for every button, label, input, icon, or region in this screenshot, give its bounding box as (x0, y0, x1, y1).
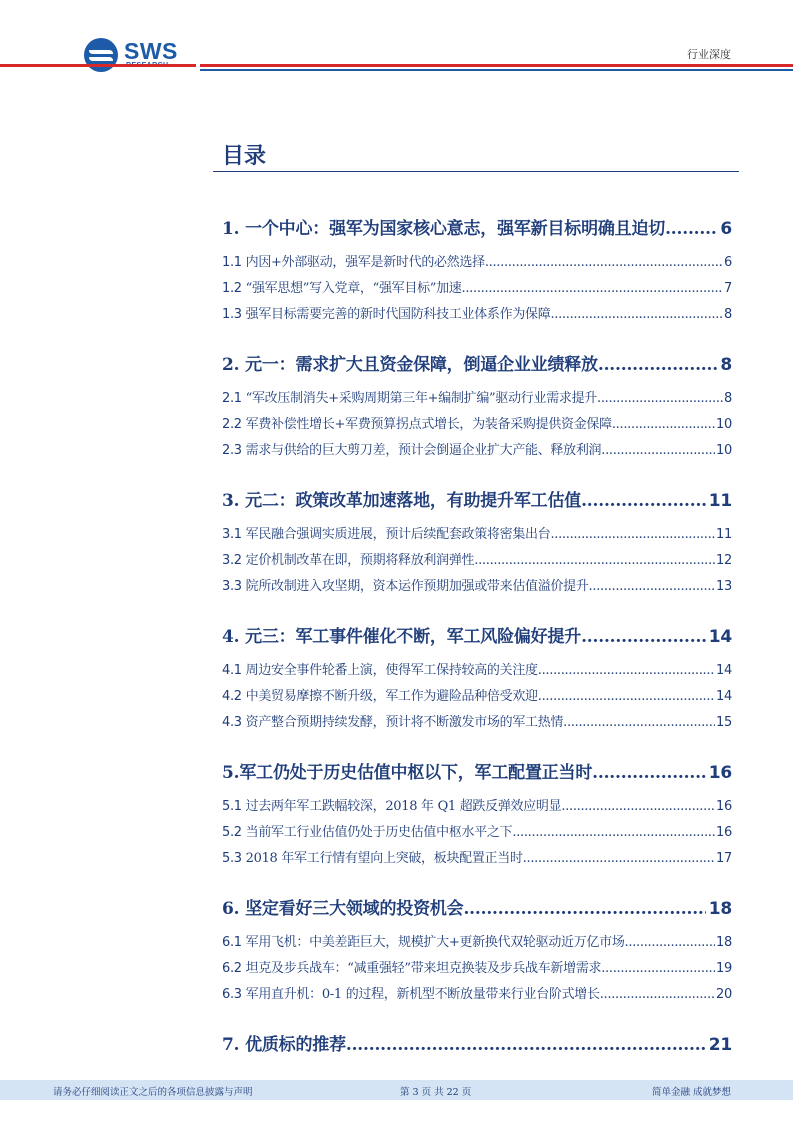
toc-subsection-title (222, 253, 485, 273)
toc-subsection-label: 2018 年军工行情有望向上突破，板块配置正当时 (245, 851, 523, 866)
report-type-tag: 行业深度 (687, 48, 731, 61)
toc-subsection-link[interactable] (222, 933, 732, 959)
toc-title-rule (213, 171, 739, 172)
toc-subsection-number: 4.1 (222, 663, 242, 678)
toc-subsection-page: 19 (716, 961, 732, 976)
toc-chapter-title: 1. 一个中心：强军为国家核心意志，强军新目标明确且迫切 (222, 219, 666, 239)
toc-chapter-title: 6. 坚定看好三大领域的投资机会 (222, 899, 464, 919)
toc-subsection-number: 3.1 (222, 527, 242, 542)
toc-chapter-title: 4. 元三：军工事件催化不断，军工风险偏好提升 (222, 627, 582, 647)
footer-page-info: 第 3 页 共 22 页 (400, 1087, 472, 1098)
toc-subsection-label: 军用直升机：0-1 的过程，新机型不断放量带来行业台阶式增长 (245, 987, 600, 1002)
toc-subsection-link[interactable] (222, 713, 732, 739)
toc-subsection-link[interactable] (222, 661, 732, 687)
toc-subsection-page: 8 (724, 307, 732, 322)
toc-subsection-page: 11 (716, 527, 732, 542)
toc-subsection-page: 13 (716, 579, 732, 594)
toc-subsection-number: 4.3 (222, 715, 242, 730)
toc-leader (538, 687, 715, 707)
toc-chapter-page: 14 (708, 627, 732, 647)
toc-subsection-title (222, 551, 474, 571)
toc-subsection-link[interactable] (222, 305, 732, 331)
toc-leader (665, 216, 717, 242)
toc-subsection-page: 12 (716, 553, 732, 568)
toc-subsection-label: “强军思想”写入党章，“强军目标”加速 (245, 281, 462, 296)
toc-leader (600, 985, 715, 1005)
toc-subsection-title (222, 305, 550, 325)
toc-subsection-title (222, 389, 597, 409)
toc-subsection-link[interactable] (222, 253, 732, 279)
toc-leader (612, 415, 715, 435)
toc-subsection-label: 过去两年军工跌幅较深，2018 年 Q1 超跌反弹效应明显 (245, 799, 562, 814)
toc-subsection-number: 3.3 (222, 579, 242, 594)
toc-subsection-title (222, 661, 538, 681)
toc-subsection-link[interactable] (222, 849, 732, 875)
toc-leader (550, 305, 723, 325)
toc-subsection-number: 2.3 (222, 443, 242, 458)
toc-subsection-title (222, 687, 538, 707)
toc-subsection-label: 定价机制改革在即，预期将释放利润弹性 (245, 553, 475, 568)
table-of-contents (222, 216, 732, 1079)
toc-subsection-link[interactable] (222, 415, 732, 441)
toc-subsection-number: 1.1 (222, 255, 242, 270)
toc-subsection-title (222, 279, 462, 299)
toc-section (222, 760, 732, 875)
toc-subsection-label: 内因+外部驱动，强军是新时代的必然选择 (245, 255, 485, 270)
footer-slogan: 简单金融 成就梦想 (651, 1087, 731, 1098)
toc-subsection-title (222, 441, 601, 461)
toc-subsection-title (222, 713, 563, 733)
toc-leader (581, 488, 706, 514)
toc-chapter-page: 6 (720, 219, 732, 239)
toc-subsection-label: 军用飞机：中美差距巨大，规模扩大+更新换代双轮驱动近万亿市场 (245, 935, 625, 950)
toc-subsection-title (222, 577, 589, 597)
toc-chapter-page: 18 (708, 899, 732, 919)
toc-subsection-title (222, 823, 512, 843)
toc-subsection-page: 18 (716, 935, 732, 950)
toc-subsection-number: 3.2 (222, 553, 242, 568)
toc-chapter-page: 8 (720, 355, 732, 375)
toc-leader (598, 352, 717, 378)
toc-leader (512, 823, 715, 843)
toc-section (222, 352, 732, 467)
toc-subsection-link[interactable] (222, 525, 732, 551)
toc-leader (625, 933, 716, 953)
toc-leader (563, 713, 715, 733)
toc-chapter-link[interactable] (222, 488, 732, 514)
header-rule-red-right (200, 64, 793, 67)
toc-subsection-number: 4.2 (222, 689, 242, 704)
toc-subsection-page: 15 (716, 715, 732, 730)
toc-chapter-link[interactable] (222, 216, 732, 242)
toc-subsection-number: 6.1 (222, 935, 242, 950)
toc-subsection-title (222, 933, 625, 953)
toc-subsection-title (222, 959, 601, 979)
toc-leader (601, 441, 715, 461)
toc-chapter-title: 5.军工仍处于历史估值中枢以下，军工配置正当时 (222, 763, 593, 783)
header-rule-red-left (0, 64, 196, 67)
toc-leader (589, 577, 716, 597)
toc-subsection-number: 6.3 (222, 987, 242, 1002)
logo-name: SWS (124, 38, 178, 64)
toc-subsection-number: 6.2 (222, 961, 242, 976)
toc-subsection-page: 16 (716, 825, 732, 840)
toc-leader (601, 959, 715, 979)
toc-leader (485, 253, 723, 273)
toc-chapter-page: 16 (708, 763, 732, 783)
toc-leader (462, 279, 724, 299)
toc-leader (561, 797, 715, 817)
toc-chapter-title: 3. 元二：政策改革加速落地，有助提升军工估值 (222, 491, 582, 511)
toc-title: 目录 (222, 143, 267, 169)
toc-subsection-page: 14 (716, 689, 732, 704)
toc-subsection-title (222, 797, 561, 817)
toc-chapter-link[interactable] (222, 760, 732, 786)
toc-subsection-number: 2.2 (222, 417, 242, 432)
toc-chapter-link[interactable] (222, 896, 732, 922)
toc-subsection-number: 1.3 (222, 307, 242, 322)
toc-leader (550, 525, 715, 545)
footer-disclaimer: 请务必仔细阅读正文之后的各项信息披露与声明 (53, 1087, 253, 1098)
toc-section (222, 216, 732, 331)
toc-subsection-label: 军民融合强调实质进展，预计后续配套政策将密集出台 (245, 527, 551, 542)
toc-leader (597, 389, 723, 409)
toc-subsection-page: 17 (716, 851, 732, 866)
toc-subsection-title (222, 525, 550, 545)
toc-leader (538, 661, 715, 681)
toc-subsection-label: 中美贸易摩擦不断升级，军工作为避险品种倍受欢迎 (245, 689, 538, 704)
toc-subsection-link[interactable] (222, 441, 732, 467)
toc-chapter-title: 7. 优质标的推荐 (222, 1035, 346, 1055)
toc-subsection-title (222, 849, 523, 869)
toc-subsection-number: 2.1 (222, 391, 242, 406)
toc-subsection-label: 军费补偿性增长+军费预算拐点式增长，为装备采购提供资金保障 (245, 417, 612, 432)
toc-subsection-link[interactable] (222, 687, 732, 713)
toc-subsection-number: 1.2 (222, 281, 242, 296)
sws-logo-icon (82, 36, 120, 74)
toc-subsection-label: “军改压制消失+采购周期第三年+编制扩编”驱动行业需求提升 (245, 391, 598, 406)
toc-subsection-page: 20 (716, 987, 732, 1002)
toc-subsection-page: 14 (716, 663, 732, 678)
toc-section (222, 488, 732, 603)
toc-subsection-page: 6 (724, 255, 732, 270)
toc-subsection-label: 当前军工行业估值仍处于历史估值中枢水平之下 (245, 825, 513, 840)
toc-chapter-link[interactable] (222, 1032, 732, 1058)
toc-leader (474, 551, 715, 571)
toc-subsection-link[interactable] (222, 389, 732, 415)
toc-subsection-title (222, 415, 612, 435)
toc-subsection-number: 5.3 (222, 851, 242, 866)
toc-subsection-link[interactable] (222, 985, 732, 1011)
toc-chapter-title: 2. 元一：需求扩大且资金保障，倒逼企业业绩释放 (222, 355, 598, 375)
toc-subsection-label: 需求与供给的巨大剪刀差，预计会倒逼企业扩大产能、释放利润 (245, 443, 602, 458)
toc-chapter-link[interactable] (222, 352, 732, 378)
toc-subsection-label: 坦克及步兵战车：“减重强轻”带来坦克换装及步兵战车新增需求 (245, 961, 602, 976)
toc-chapter-page: 11 (708, 491, 732, 511)
toc-subsection-link[interactable] (222, 551, 732, 577)
toc-leader (592, 760, 706, 786)
toc-subsection-link[interactable] (222, 823, 732, 849)
toc-chapter-link[interactable] (222, 624, 732, 650)
toc-subsection-label: 院所改制进入攻坚期，资本运作预期加强或带来估值溢价提升 (245, 579, 589, 594)
company-logo (82, 36, 192, 74)
toc-subsection-number: 5.1 (222, 799, 242, 814)
toc-subsection-number: 5.2 (222, 825, 242, 840)
toc-subsection-page: 8 (724, 391, 732, 406)
toc-subsection-page: 10 (716, 443, 732, 458)
toc-leader (463, 896, 705, 922)
toc-leader (346, 1032, 706, 1058)
header-rule-blue (200, 69, 793, 71)
toc-section (222, 624, 732, 739)
toc-leader (523, 849, 715, 869)
toc-chapter-page: 21 (708, 1035, 732, 1055)
toc-subsection-title (222, 985, 600, 1005)
toc-subsection-link[interactable] (222, 959, 732, 985)
toc-subsection-page: 16 (716, 799, 732, 814)
toc-subsection-link[interactable] (222, 279, 732, 305)
toc-subsection-link[interactable] (222, 577, 732, 603)
toc-section (222, 1032, 732, 1058)
toc-leader (581, 624, 706, 650)
toc-section (222, 896, 732, 1011)
toc-subsection-link[interactable] (222, 797, 732, 823)
toc-subsection-page: 7 (724, 281, 732, 296)
toc-subsection-label: 资产整合预期持续发酵，预计将不断激发市场的军工热情 (245, 715, 564, 730)
toc-subsection-label: 周边安全事件轮番上演，使得军工保持较高的关注度 (245, 663, 538, 678)
toc-subsection-label: 强军目标需要完善的新时代国防科技工业体系作为保障 (245, 307, 551, 322)
toc-subsection-page: 10 (716, 417, 732, 432)
